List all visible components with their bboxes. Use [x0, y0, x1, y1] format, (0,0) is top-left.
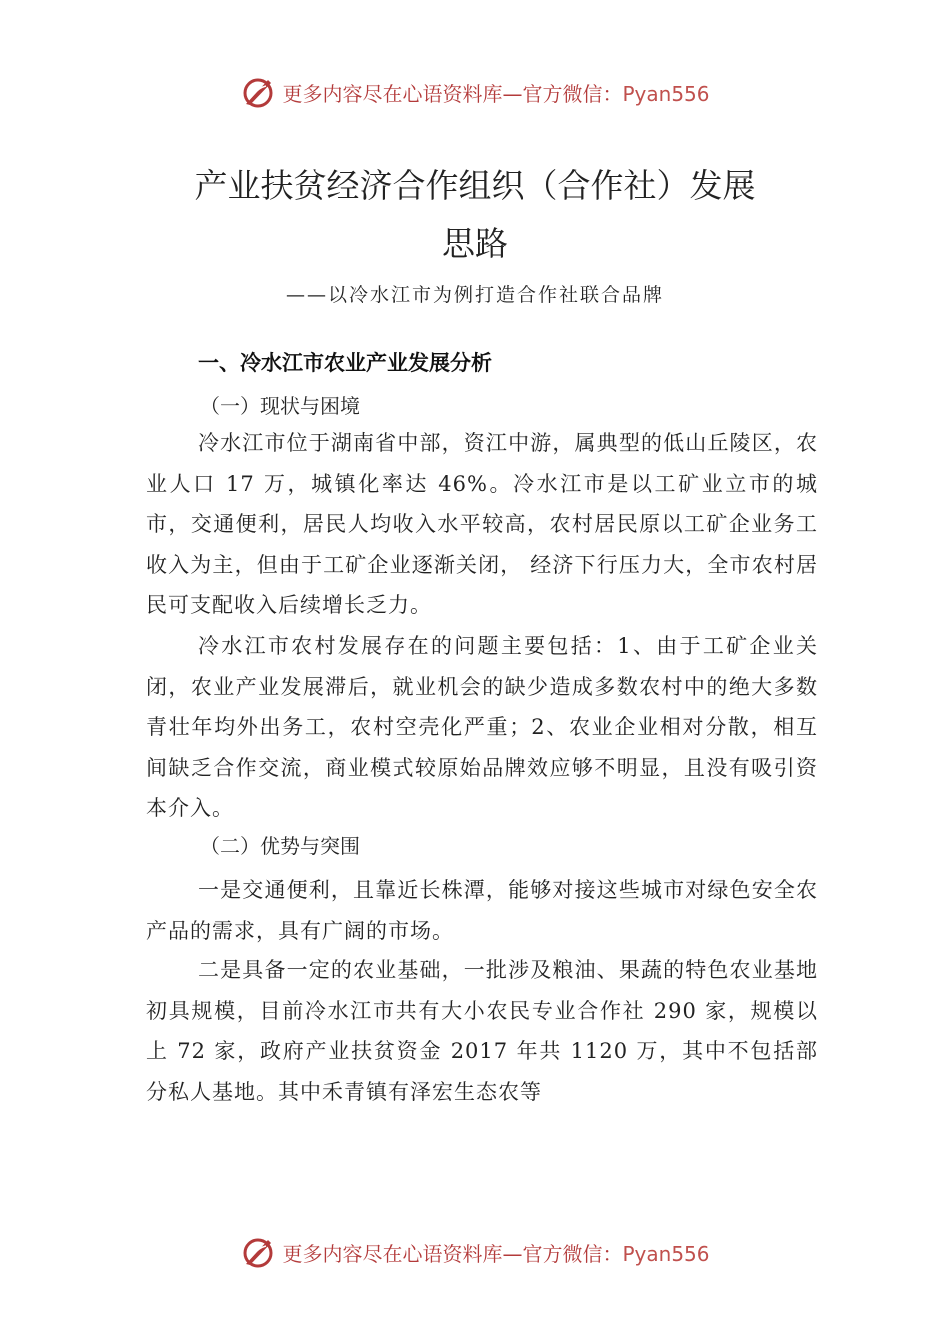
footer-banner-text: 更多内容尽在心语资料库—官方微信：Pyan556: [282, 1241, 710, 1266]
header-banner: [0, 72, 950, 112]
paragraph-3: 一是交通便利，且靠近长株潭，能够对接这些城市对绿色安全农产品的需求，具有广阔的市场。: [146, 878, 818, 943]
paragraph-4: 二是具备一定的农业基础，一批涉及粮油、果蔬的特色农业基地初具规模，目前冷水江市共有大小农民专业合作社 290 家，规模以上 72 家，政府产业扶贫资金 2017 年共 1120 万，其中不包括部分私人基地。其中禾青镇有泽宏生态农等: [146, 958, 818, 1104]
quill-circle-logo-icon: [240, 1234, 276, 1270]
section1-heading: 一、冷水江市农业产业发展分析: [198, 351, 492, 375]
quill-circle-logo-icon: [240, 74, 276, 110]
doc-subtitle: ——以冷水江市为例打造合作社联合品牌: [285, 284, 664, 306]
subsection1-heading: （一）现状与困境: [200, 394, 360, 418]
subsection2-heading: （二）优势与突围: [200, 834, 360, 858]
paragraph-2: 冷水江市农村发展存在的问题主要包括：1、由于工矿企业关闭，农业产业发展滞后，就业机会的缺少造成多数农村中的绝大多数青壮年均外出务工，农村空壳化严重；2、农业企业相对分散，相互间缺乏合作交流，商业模式较原始品牌效应够不明显，且没有吸引资本介入。: [146, 634, 818, 820]
footer-banner: [0, 1232, 950, 1272]
header-banner-text: 更多内容尽在心语资料库—官方微信：Pyan556: [282, 81, 710, 106]
header-wechat-id: Pyan556: [622, 81, 710, 106]
doc-title-line2: 思路: [442, 224, 508, 263]
doc-title-line1: 产业扶贫经济合作组织（合作社）发展: [194, 166, 756, 205]
footer-wechat-id: Pyan556: [622, 1241, 710, 1266]
paragraph-1: 冷水江市位于湖南省中部，资江中游，属典型的低山丘陵区，农业人口 17 万，城镇化率达 46%。冷水江市是以工矿业立市的城市，交通便利，居民人均收入水平较高，农村居民原以工矿企业务工收入为主，但由于工矿企业逐渐关闭， 经济下行压力大，全市农村居民可支配收入后续增长乏力。: [146, 431, 818, 617]
